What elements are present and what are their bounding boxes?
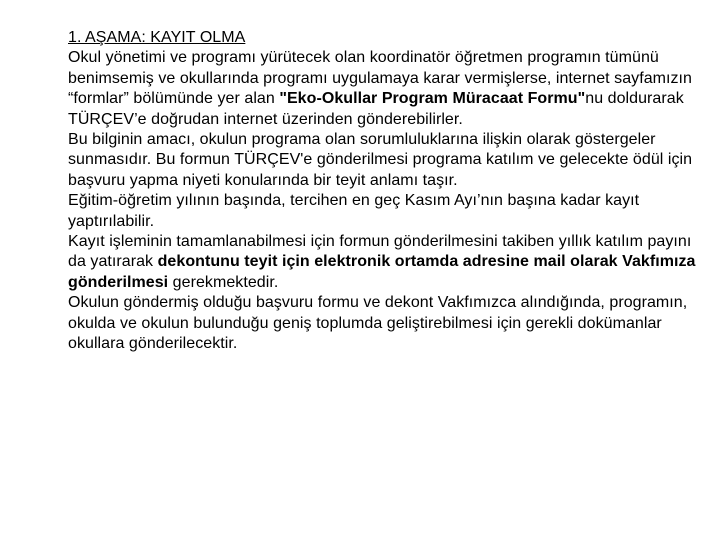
paragraph-payment (68, 232, 708, 293)
payment-instruction-bold: dekontunu teyit için elektronik ortamda adresine mail olarak Vakfımıza gönderilmesi (68, 253, 696, 291)
section-heading: 1. AŞAMA: KAYIT OLMA (68, 29, 246, 46)
paragraph-text: Kayıt işleminin tamamlanabilmesi için formun gönderilmesini takiben yıllık katılım payını da yatırarak (68, 233, 692, 271)
form-name-bold: "Eko-Okullar Program Müracaat Formu" (279, 90, 586, 108)
paragraph-text: Eğitim-öğretim yılının başında, tercihen en geç Kasım Ayı’nın başına kadar kayıt yaptırılabilir. (68, 192, 640, 230)
paragraph-deadline (68, 191, 708, 232)
paragraph-text: Okulun göndermiş olduğu başvuru formu ve dekont Vakfımızca alındığında, programın, okulda ve okulun bulunduğu geniş toplumda geliştirebilmesi için gerekli dokümanlar okullara gönderilecektir. (68, 294, 688, 353)
paragraph-documents (68, 293, 708, 354)
paragraph-text: Okul yönetimi ve programı yürütecek olan koordinatör öğretmen programın tümünü benimsemiş ve okullarında programı uygulamaya karar vermişlerse, internet sayfamızın “formlar” bölümünde yer alan (68, 49, 693, 108)
slide-body (68, 28, 708, 355)
paragraph-purpose (68, 130, 708, 191)
paragraph-text: nu doldurarak TÜRÇEV’e doğrudan internet üzerinden gönderebilirler. (68, 90, 684, 128)
paragraph-registration-form (68, 48, 708, 130)
paragraph-text: Bu bilginin amacı, okulun programa olan sorumluluklarına ilişkin olarak göstergeler sunmasıdır. Bu formun TÜRÇEV'e gönderilmesi programa katılım ve gelecekte ödül için başvuru yapma niyeti konularında bir teyit anlamı taşır. (68, 131, 693, 189)
paragraph-text: gerekmektedir. (168, 273, 279, 291)
